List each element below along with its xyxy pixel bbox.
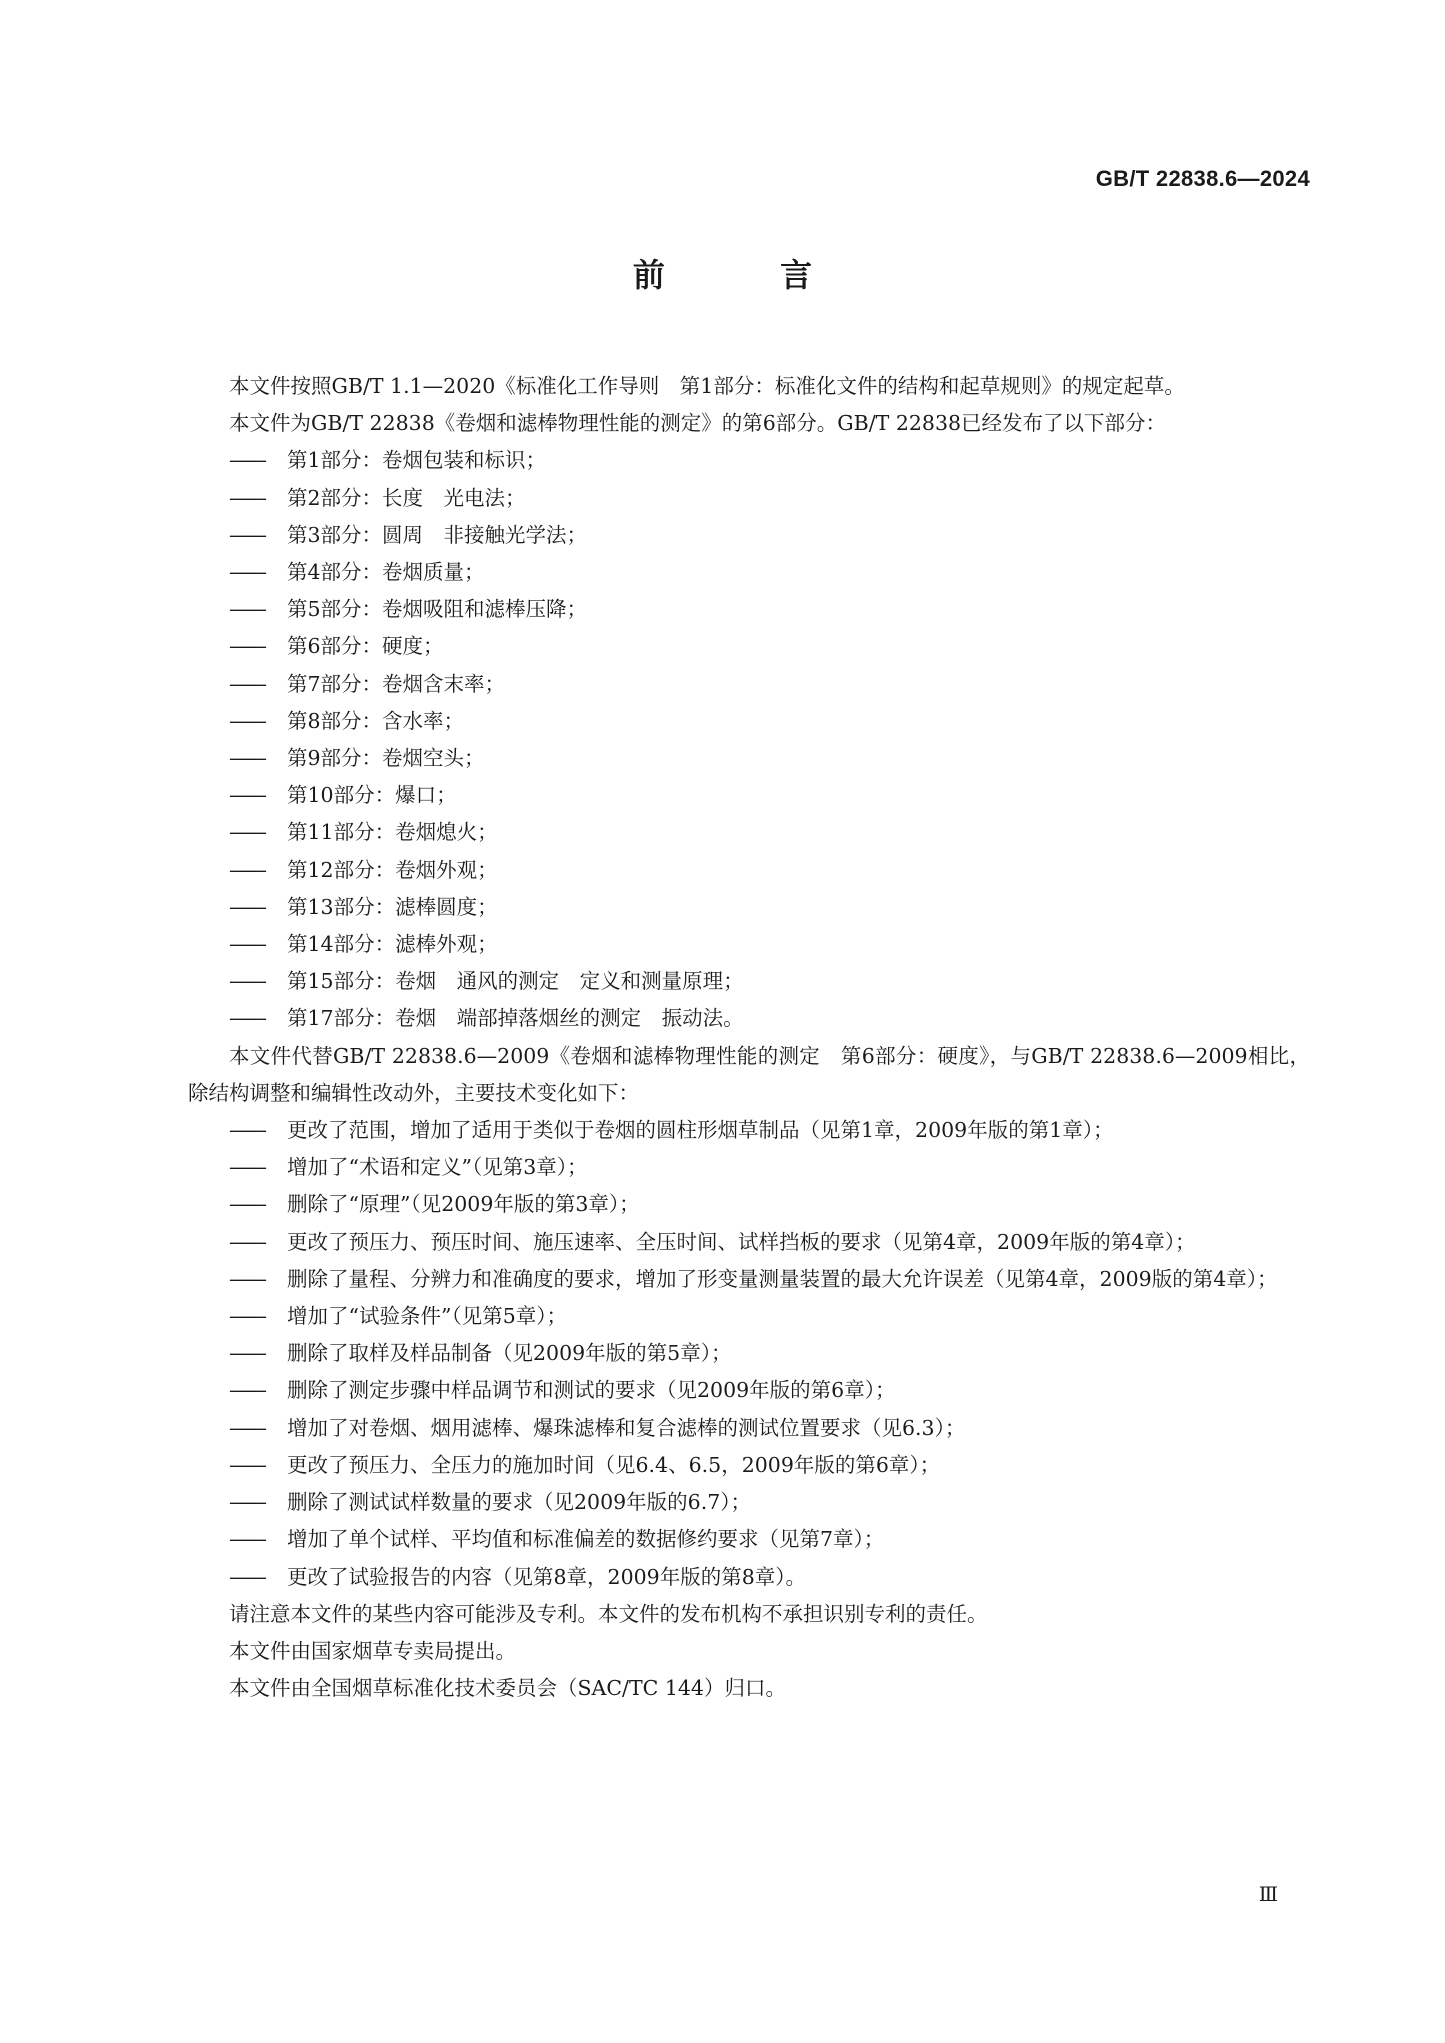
- list-item-text: 第7部分：卷烟含末率；: [287, 671, 506, 696]
- list-dash: ——: [229, 522, 264, 547]
- list-item: [188, 1372, 1310, 1409]
- list-item-text: 增加了对卷烟、烟用滤棒、爆珠滤棒和复合滤棒的测试位置要求（见6.3）；: [287, 1415, 966, 1440]
- list-item-text: 第3部分：圆周 非接触光学法；: [287, 522, 588, 547]
- list-item: [188, 1186, 1310, 1223]
- list-dash: ——: [229, 746, 264, 771]
- list-dash: ——: [229, 1006, 264, 1031]
- list-item-text: 第4部分：卷烟质量；: [287, 560, 485, 585]
- list-item: [188, 1410, 1310, 1447]
- list-dash: ——: [229, 1118, 264, 1143]
- list-item-text: 第17部分：卷烟 端部掉落烟丝的测定 振动法。: [287, 1006, 744, 1031]
- list-item: [188, 1335, 1310, 1372]
- list-dash: ——: [229, 1452, 264, 1477]
- list-item-text: 删除了量程、分辨力和准确度的要求，增加了形变量测量装置的最大允许误差（见第4章，2009版的第4章）；: [287, 1266, 1278, 1291]
- list-dash: ——: [229, 1266, 264, 1291]
- list-item: [188, 554, 1310, 591]
- list-item-text: 第9部分：卷烟空头；: [287, 746, 485, 771]
- paragraph-drafting-rule: 本文件按照GB/T 1.1—2020《标准化工作导则 第1部分：标准化文件的结构和起草规则》的规定起草。: [229, 374, 1185, 398]
- list-dash: ——: [229, 1527, 264, 1552]
- list-item-text: 更改了预压力、预压时间、施压速率、全压时间、试样挡板的要求（见第4章，2009年版的第4章）；: [287, 1229, 1196, 1254]
- list-item-text: 第11部分：卷烟熄火；: [287, 820, 498, 845]
- paragraph-series-intro: 本文件为GB/T 22838《卷烟和滤棒物理性能的测定》的第6部分。GB/T 22838已经发布了以下部分：: [229, 411, 1167, 436]
- list-item: [188, 517, 1310, 554]
- list-item-text: 增加了单个试样、平均值和标准偏差的数据修约要求（见第7章）；: [287, 1527, 885, 1552]
- list-item: [188, 1298, 1310, 1335]
- list-item-text: 增加了“试验条件”（见第5章）；: [287, 1304, 568, 1329]
- list-item: [188, 591, 1310, 628]
- list-dash: ——: [229, 894, 264, 919]
- list-dash: ——: [229, 1192, 264, 1217]
- list-dash: ——: [229, 485, 264, 510]
- list-dash: ——: [229, 634, 264, 659]
- list-item-text: 更改了预压力、全压力的施加时间（见6.4、6.5，2009年版的第6章）；: [287, 1452, 941, 1477]
- list-item-text: 增加了“术语和定义”（见第3章）；: [287, 1155, 588, 1180]
- list-dash: ——: [229, 1564, 264, 1589]
- list-item-text: 第8部分：含水率；: [287, 708, 465, 733]
- list-dash: ——: [229, 1490, 264, 1515]
- list-dash: ——: [229, 1415, 264, 1440]
- list-item-text: 更改了试验报告的内容（见第8章，2009年版的第8章）。: [287, 1564, 807, 1589]
- list-dash: ——: [229, 1229, 264, 1254]
- list-item-text: 第6部分：硬度；: [287, 634, 444, 659]
- paragraph-proposer: 本文件由国家烟草专卖局提出。: [229, 1638, 516, 1663]
- list-item-text: 第13部分：滤棒圆度；: [287, 894, 498, 919]
- list-dash: ——: [229, 932, 264, 957]
- list-item: [188, 889, 1310, 926]
- standard-code: GB/T 22838.6—2024: [1095, 166, 1310, 191]
- paragraph-committee: 本文件由全国烟草标准化技术委员会（SAC/TC 144）归口。: [229, 1676, 786, 1701]
- list-dash: ——: [229, 671, 264, 696]
- list-item: [188, 1149, 1310, 1186]
- list-item: [188, 1447, 1310, 1484]
- list-dash: ——: [229, 708, 264, 733]
- paragraph-replacement: 本文件代替GB/T 22838.6—2009《卷烟和滤棒物理性能的测定 第6部分：硬度》，与GB/T 22838.6—2009相比，除结构调整和编辑性改动外，主要技术变化如下：: [188, 1043, 1310, 1105]
- list-dash: ——: [229, 783, 264, 808]
- list-item: [188, 777, 1310, 814]
- list-item: [188, 852, 1310, 889]
- list-dash: ——: [229, 1378, 264, 1403]
- list-item: [188, 442, 1310, 479]
- list-dash: ——: [229, 857, 264, 882]
- list-dash: ——: [229, 597, 264, 622]
- list-item: [188, 1521, 1310, 1558]
- list-dash: ——: [229, 1155, 264, 1180]
- list-dash: ——: [229, 969, 264, 994]
- list-item-text: 删除了取样及样品制备（见2009年版的第5章）；: [287, 1341, 732, 1366]
- list-dash: ——: [229, 820, 264, 845]
- list-item: [188, 666, 1310, 703]
- paragraph-patent-notice: 请注意本文件的某些内容可能涉及专利。本文件的发布机构不承担识别专利的责任。: [229, 1601, 988, 1626]
- list-item: [188, 1224, 1310, 1261]
- list-dash: ——: [229, 1304, 264, 1329]
- list-item: [188, 1559, 1310, 1596]
- list-item-text: 删除了“原理”（见2009年版的第3章）；: [287, 1192, 640, 1217]
- list-item-text: 第15部分：卷烟 通风的测定 定义和测量原理；: [287, 969, 744, 994]
- list-item: [188, 480, 1310, 517]
- page-number: Ⅲ: [1258, 1884, 1278, 1906]
- list-item-text: 更改了范围，增加了适用于类似于卷烟的圆柱形烟草制品（见第1章，2009年版的第1章）；: [287, 1118, 1114, 1143]
- list-dash: ——: [229, 560, 264, 585]
- list-item-text: 第5部分：卷烟吸阻和滤棒压降；: [287, 597, 588, 622]
- page-title: 前 言: [632, 256, 865, 294]
- list-item: [188, 628, 1310, 665]
- list-item: [188, 1261, 1310, 1298]
- list-item-text: 删除了测试试样数量的要求（见2009年版的6.7）；: [287, 1490, 752, 1515]
- list-item: [188, 1484, 1310, 1521]
- list-dash: ——: [229, 448, 264, 473]
- list-item: [188, 740, 1310, 777]
- list-dash: ——: [229, 1341, 264, 1366]
- list-item-text: 第1部分：卷烟包装和标识；: [287, 448, 547, 473]
- list-item: [188, 1112, 1310, 1149]
- list-item: [188, 926, 1310, 963]
- list-item-text: 删除了测定步骤中样品调节和测试的要求（见2009年版的第6章）；: [287, 1378, 896, 1403]
- list-item-text: 第2部分：长度 光电法；: [287, 485, 526, 510]
- parts-list: [188, 442, 1310, 1037]
- list-item-text: 第10部分：爆口；: [287, 783, 457, 808]
- list-item-text: 第12部分：卷烟外观；: [287, 857, 498, 882]
- list-item: [188, 814, 1310, 851]
- list-item: [188, 703, 1310, 740]
- foreword-body: [188, 368, 1310, 1707]
- changes-list: [188, 1112, 1310, 1596]
- list-item-text: 第14部分：滤棒外观；: [287, 932, 498, 957]
- list-item: [188, 963, 1310, 1000]
- list-item: [188, 1000, 1310, 1037]
